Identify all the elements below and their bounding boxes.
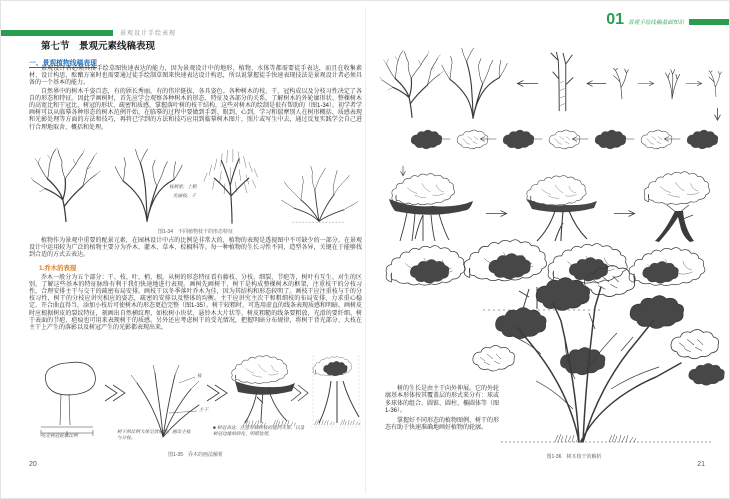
section-title: 第七节 景观元素线稿表现 [41, 41, 156, 52]
arrow-left-icon [517, 80, 538, 86]
large-tree-sketch [461, 259, 727, 449]
paragraph: 乔木一般分为五个部分：干、枝、叶、梢、根。从树的形态特征看有藤枝、分枝、细裂、节疤等，树叶有互生、对生的区别，了解这些基本的特征脉络有利于我们快速地进行表现。画树先画树干，树干是构成整棵树木的框架，注重枝干的分枝习性，合理安排主干与交干的疏密布局安排。画枝干以冬季落叶乔木为佳，因为其结构和形态较明了。画枝干应注重枝与干的分枝习性，树干的分枝应讲究相应的姿态，疏密的安排以及整体的均衡。主干应讲究主次干和粗细枝的布局安排，力求重心稳定、开合曲直得当，添加小枝后可使树木的形态更趋完整（图1-35）。树干较粗时，可选用虚直的线条表现质感和明暗。画树皮时应根据树皮的裂纹特征，刻画出自然横纹理，如松树小块状、悬铃木大片状等。树皮粗糙的线条要粗放，光滑的要纤细。树干表面的节疤、疤痕也可用来表现树干的质感。另外还应考虑树干的受光情况，把握明暗分布规律，将树干背光部分、大枝在主干上产生的落影以及树冠产生的光影都表现出来。 [29, 274, 363, 332]
figure-1-34-sketch [29, 141, 361, 225]
crown-blob-sketch [503, 130, 534, 149]
crown-blob-sketch [687, 130, 718, 149]
step-branch-fan-sketch [131, 365, 199, 437]
bare-tree-sketch [204, 149, 258, 223]
figure-caption: 图1-34 不同植物枝干的形态特征 [157, 229, 233, 235]
figure-1-35-sketch [29, 353, 361, 445]
subsection-heading: 一、景观植物线稿表现 [29, 60, 97, 67]
book-title: 景观设计手绘表现 [120, 31, 177, 37]
leafy-tree-sketch [389, 174, 473, 241]
leafy-tree-sketch [527, 176, 597, 241]
step-crown-trunk-sketch [232, 355, 296, 426]
crown-blob-sketch [595, 130, 626, 149]
branch-fork-sketch [666, 70, 680, 99]
arrow-down-icon [715, 108, 721, 120]
arrow-left-icon [664, 137, 680, 142]
double-arrow-right-icon [207, 385, 227, 401]
crown-blob-sketch [549, 130, 580, 149]
figure-label: 枝 [197, 373, 202, 378]
figure-note: 树干的比例大体呈放射状，画出主枝与分枝。 [117, 429, 191, 440]
page-number-right: 21 [697, 461, 705, 468]
arrow-left-icon [480, 137, 496, 142]
paragraph: 植物作为景观中重要的配景元素，在园林设计中占的比例是非常大的，植物的表现是透视图中不可缺少的一部分。在景观设计中运用较为广泛的植物主要分为乔木、灌木、草本、棕榈科等。每一种植物的生长习性不同，造型各异，关键在于能够找到合适的方式去表达。 [29, 238, 362, 259]
double-arrow-right-icon [291, 385, 308, 401]
step-ellipse-sketch [41, 362, 95, 436]
figure-label: 主干 [199, 407, 209, 412]
left-text-block-2 [29, 238, 362, 333]
crown-blob-sketch [457, 130, 488, 149]
arrow-right-icon [614, 210, 635, 216]
paragraph: 景观设计者必须具备手绘草图快速表达的能力，因为景观设计中的地形、植物、水体等都需要徒手表达，而且在收集素材、设计构思、酝酿方案时也需要通过徒手绘制草图来快速表达设计构思，所以说掌握徒手快速表现技法是景观设计者必须具备的一个基本的能力。 [29, 66, 362, 87]
arrow-right-icon [686, 81, 702, 86]
right-text-block [385, 386, 499, 434]
crown-blob-sketch [411, 130, 442, 149]
page-number-left: 20 [29, 461, 37, 468]
arrow-right-icon [486, 210, 507, 216]
figure-annotation: 先画枝，干 [173, 193, 196, 198]
branch-fork-sketch [614, 68, 629, 99]
paragraph: 掌握好不同形态的植物图例、树干的形态有助于快速准确地画好植物的轮廓。 [385, 417, 500, 432]
figure-note: 先定树冠轮廓比例 [41, 433, 78, 438]
paragraph: 树的生长是由主干向外伸展。它的外轮廓基本形体按其覆盖层的形式来分有：球或多球体的组合、圆锥、圆柱、椭圆体等（图1-36）。 [385, 386, 500, 415]
figure-caption: 图1-36 树木枝干的解析 [546, 454, 602, 460]
branch-steps-sketch [379, 43, 727, 161]
trunk-sketch [551, 52, 574, 111]
bare-tree-sketch [380, 50, 444, 117]
bare-tree-sketch [442, 48, 508, 118]
double-arrow-right-icon [105, 385, 125, 401]
chapter-number: 01 [606, 11, 625, 28]
crown-blob-sketch [641, 130, 672, 149]
step-finished-tree-sketch [311, 355, 361, 427]
right-page-header [606, 12, 729, 28]
paragraph: 自然界中的树木千姿百态，有的颀长秀丽，有的伟岸挺拔，各具姿色。各种树木的枝、干、冠构成以及分枝习性决定了各自的形态和特征。因此学画树时，首先应学会观察各种树木的形态、特征及各部分的关系，了解树木的外轮廓形状、整棵树木的高宽比和干冠比、树冠的形状、疏密和质感，掌握落叶树的枝干结构，这些对树木的绘制是很有帮助的（图1-34）。初学者学画树可以从临摹各种形态的树木范例开始，在临摹的过程中要做到手到、眼到、心到，学习和揣摩别人在树形概括、质感表现和光影处理等方面的方法和技巧，再将已学到的方法和技巧应用到临摹树木图片、照片或写生中去，通过反复实践学会自己进行合理地取舍、概括和处理。 [29, 88, 363, 131]
left-page-header [1, 28, 176, 37]
branch-fork-sketch [709, 71, 722, 97]
arrow-left-icon [572, 137, 588, 142]
arrow-right-icon [638, 81, 654, 86]
figure-caption: 图1-35 乔木的画法解析 [167, 452, 223, 458]
numbered-heading: 1.乔木的表现 [39, 264, 77, 272]
leafy-tree-steps-sketch [379, 165, 727, 243]
chapter-title: 景观手绘线稿基础知识 [628, 20, 684, 26]
page-gutter [365, 7, 366, 494]
leafy-tree-sketch [644, 172, 709, 242]
arrow-down-icon [401, 166, 406, 176]
figure-annotation: 枝梢密，上粗 [169, 184, 197, 189]
arrow-left-icon [587, 81, 606, 87]
header-green-bar [1, 30, 113, 36]
bare-shrub-sketch [281, 166, 358, 222]
bare-tree-sketch [31, 148, 101, 222]
header-green-bar [689, 19, 729, 25]
figure-note: ■ 树冠表达：注意穿插树枝的遮挡关系，以及树冠边缘的碎化、明暗处理。 [213, 425, 305, 436]
left-text-block-1 [29, 66, 362, 133]
